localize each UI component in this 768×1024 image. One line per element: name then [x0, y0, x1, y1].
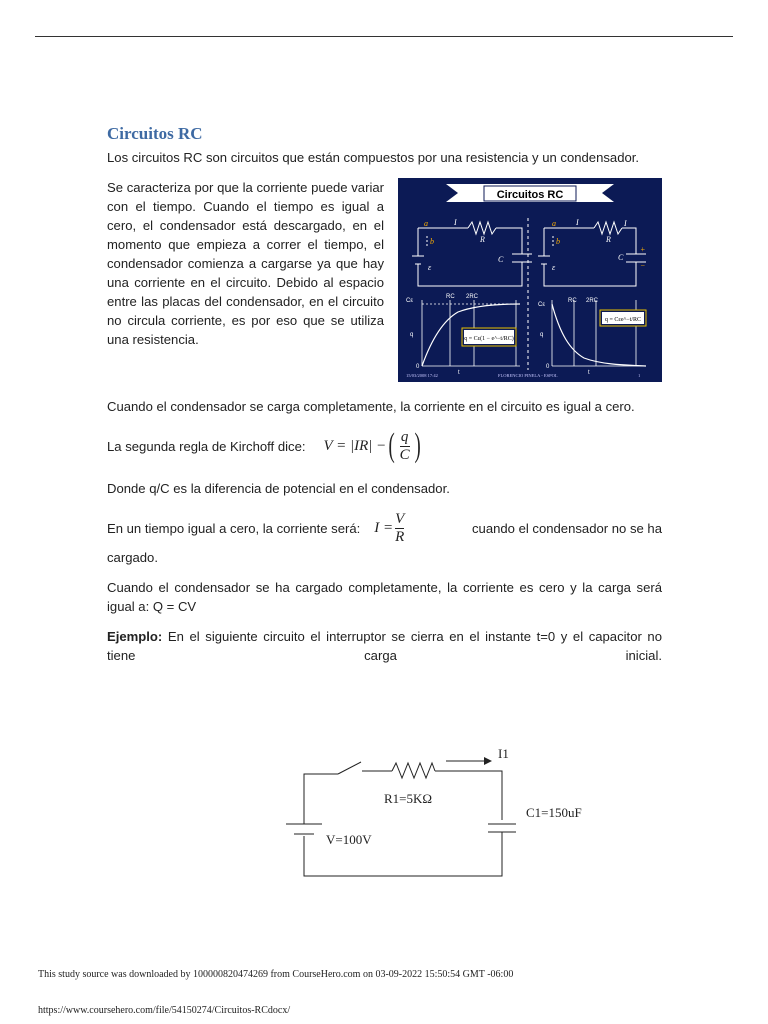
figure-footer-right: FLORENCIO PINELA - ESPOL — [498, 373, 558, 378]
label-rc-right: RC — [568, 298, 577, 304]
footer-url: https://www.coursehero.com/file/54150274/Circuitos-RCdocx/ — [38, 1005, 291, 1016]
axis-t-right: t — [588, 370, 590, 376]
rc-circuit-figure — [398, 178, 662, 382]
current-lhs: I = — [374, 519, 394, 536]
current-text-post: cuando el condensador no se ha — [471, 520, 662, 536]
label-e-right: ε — [552, 263, 556, 272]
label-b-left: b — [430, 237, 434, 246]
example-circuit-diagram — [280, 738, 600, 888]
paragraph-potential: Donde q/C es la diferencia de potencial en el condensador. — [107, 481, 450, 496]
label-minus: − — [640, 261, 646, 270]
paragraph-charge-full: Cuando el condensador se ha cargado completamente, la corriente es cero y la carga será igual a: Q = CV — [107, 580, 662, 614]
example-text: En el siguiente circuito el interruptor se cierra en el instante t=0 y el capacitor no tiene carga inicial. — [107, 629, 662, 663]
figure-footer-left: 15/03/2008 17:42 — [406, 373, 438, 378]
label-2rc-left: 2RC — [466, 294, 479, 300]
label-i-left: I — [454, 218, 457, 227]
paragraph-charged: Cuando el condensador se carga completamente, la corriente en el circuito es igual a cero. — [107, 399, 635, 414]
formula-charge: q = Cε(1 − e^−t/RC) — [464, 336, 514, 342]
axis-t-left: t — [458, 370, 460, 376]
label-r-right: R — [606, 235, 611, 244]
axis-ce-left: Cε — [406, 298, 414, 304]
example-label: Ejemplo: — [107, 629, 163, 644]
label-a-right: a — [552, 219, 556, 228]
axis-zero-right: 0 — [546, 364, 550, 370]
label-c-right: C — [618, 253, 624, 262]
paragraph-description: Se caracteriza por que la corriente puede variar con el tiempo. Cuando el tiempo es igual a cero, el condensador está descargado, en el momento que empieza a correr el tiempo, el condensador comienza a cargarse ya que hay una corriente en el circuito. Debido al espacio entre las placas del condensador, en el circuito no circula corriente, es por eso que se utiliza una resistencia. — [107, 180, 384, 347]
section-title: Circuitos RC — [107, 124, 203, 143]
kirchoff-line — [107, 424, 662, 468]
label-r-left: R — [480, 235, 485, 244]
header-rule — [35, 36, 733, 37]
axis-q-left: q — [410, 332, 414, 338]
axis-q-right: q — [540, 332, 544, 338]
current-equation — [374, 512, 406, 545]
circuit-resistor-label: R1=5KΩ — [384, 791, 433, 806]
footer-download-note: This study source was downloaded by 100000820474269 from CourseHero.com on 03-09-2022 15:50:54 GMT -06:00 — [38, 969, 514, 980]
circuit-capacitor-label: C1=150uF — [526, 805, 582, 820]
paragraph-example — [107, 627, 662, 665]
paragraph-with-figure — [107, 178, 662, 378]
kirchoff-text: La segunda regla de Kirchoff dice: — [107, 438, 306, 454]
current-num: V — [395, 510, 405, 527]
figure-page-no: 1 — [638, 373, 641, 378]
label-i-right: I — [576, 218, 579, 227]
kirchoff-num: q — [400, 428, 409, 445]
label-i2-right: I — [624, 219, 627, 228]
figure-banner: Circuitos RC — [496, 189, 564, 201]
kirchoff-fraction — [400, 430, 410, 463]
circuit-voltage-label: V=100V — [326, 832, 372, 847]
label-b-right: b — [556, 237, 560, 246]
kirchoff-lhs: V = |IR| − — [323, 437, 387, 454]
paragraph-intro: Los circuitos RC son circuitos que están compuestos por una resistencia y un condensador. — [107, 150, 640, 165]
axis-zero-left: 0 — [416, 364, 420, 370]
current-line — [107, 508, 662, 548]
kirchoff-den: C — [399, 446, 410, 463]
kirchoff-equation: V = |IR| − ( $\frac{q}{C}$ ) — [323, 427, 421, 464]
current-fraction — [395, 512, 404, 545]
axis-ce-right: Cε — [538, 302, 546, 308]
label-plus: + — [640, 245, 646, 254]
current-text-cont: cargado. — [107, 550, 158, 565]
label-2rc-right: 2RC — [586, 298, 599, 304]
label-a-left: a — [424, 219, 428, 228]
label-rc-left: RC — [446, 294, 455, 300]
formula-discharge: q = Cεe^−t/RC — [604, 317, 642, 323]
current-text-pre: En un tiempo igual a cero, la corriente será: — [107, 520, 361, 536]
circuit-current-label: I1 — [498, 746, 509, 761]
label-e-left: ε — [428, 263, 432, 272]
current-den: R — [395, 528, 405, 545]
label-c-left: C — [498, 255, 504, 264]
document-body — [107, 124, 662, 665]
